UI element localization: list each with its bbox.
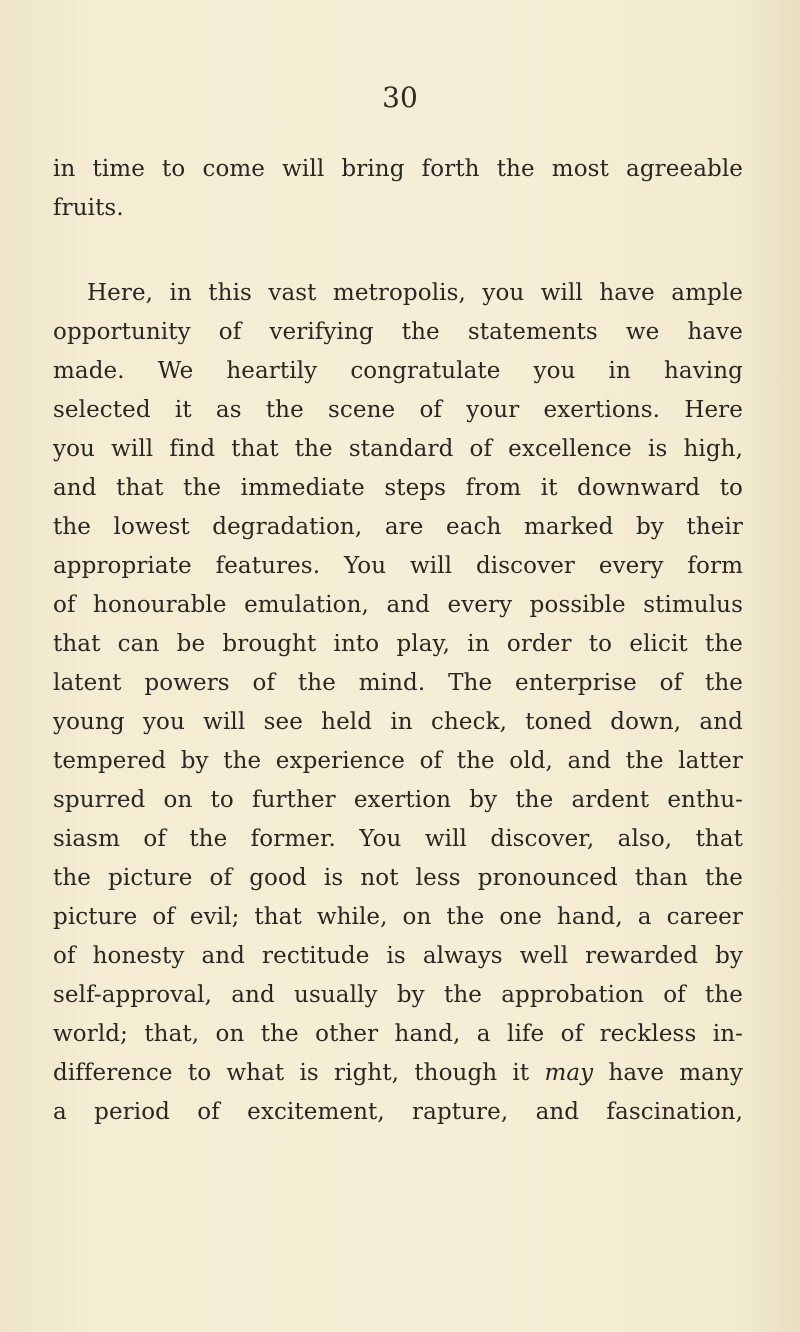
text-line: opportunity of verifying the statements we have [53, 319, 743, 345]
paragraph-1 [53, 150, 743, 228]
text-line: picture of evil; that while, on the one hand, a career [53, 904, 743, 930]
text-line: a period of excitement, rapture, and fascination, [53, 1099, 743, 1125]
text-line: siasm of the former. You will discover, also, that [53, 826, 743, 852]
emphasis: may [544, 1060, 594, 1086]
text-line: fruits. [53, 195, 124, 221]
paragraph-2 [53, 274, 743, 1132]
page-number: 30 [382, 81, 418, 114]
text-line: made. We heartily congratulate you in having [53, 358, 743, 384]
text-line: selected it as the scene of your exertions. Here [53, 397, 743, 423]
text-line: the lowest degradation, are each marked by their [53, 514, 743, 540]
text-line: world; that, on the other hand, a life of reckless in- [53, 1021, 743, 1047]
text-line: that can be brought into play, in order to elicit the [53, 631, 743, 657]
body-text [53, 150, 743, 1132]
text-line: latent powers of the mind. The enterprise of the [53, 670, 743, 696]
text-line: self-approval, and usually by the approbation of the [53, 982, 743, 1008]
text-line: appropriate features. You will discover every form [53, 553, 743, 579]
text-line: of honesty and rectitude is always well rewarded by [53, 943, 743, 969]
text-line: young you will see held in check, toned down, and [53, 709, 743, 735]
text-line: in time to come will bring forth the most agreeable [53, 156, 743, 182]
text-line: difference to what is right, though it may have many [53, 1060, 743, 1086]
text-line: the picture of good is not less pronounced than the [53, 865, 743, 891]
text-line: you will find that the standard of excellence is high, [53, 436, 743, 462]
text-line: tempered by the experience of the old, and the latter [53, 748, 743, 774]
text-line: spurred on to further exertion by the ardent enthu- [53, 787, 743, 813]
text-line: of honourable emulation, and every possible stimulus [53, 592, 743, 618]
text-line: Here, in this vast metropolis, you will have ample [87, 280, 743, 306]
text-line: and that the immediate steps from it downward to [53, 475, 743, 501]
